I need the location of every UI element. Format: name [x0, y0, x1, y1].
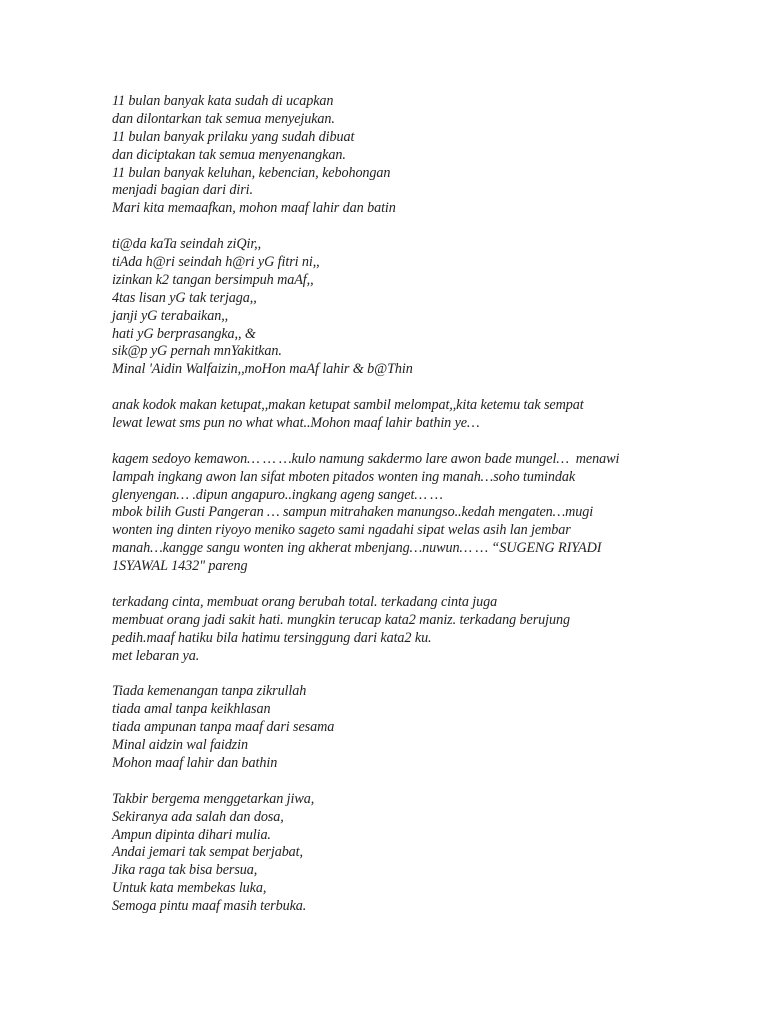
text-line: lampah ingkang awon lan sifat mboten pitados wonten ing manah…soho tumindak	[112, 468, 576, 485]
text-line: Minal 'Aidin Walfaizin,,moHon maAf lahir & b@Thin	[112, 361, 413, 378]
blank-line	[112, 666, 672, 684]
text-line: Andai jemari tak sempat berjabat,	[112, 844, 303, 861]
text-line: pedih.maaf hatiku bila hatimu tersinggung dari kata2 ku.	[112, 629, 432, 646]
text-line: 11 bulan banyak kata sudah di ucapkan	[112, 93, 334, 109]
blank-line	[112, 218, 672, 236]
text-line: terkadang cinta, membuat orang berubah total. terkadang cinta juga	[112, 593, 498, 610]
text-line: Tiada kemenangan tanpa zikrullah	[112, 683, 307, 700]
blank-line	[112, 379, 672, 397]
text-line: Sekiranya ada salah dan dosa,	[112, 808, 284, 825]
document-body	[112, 93, 672, 916]
text-line: tiada amal tanpa keikhlasan	[112, 701, 271, 718]
text-line: dan dilontarkan tak semua menyejukan.	[112, 110, 335, 127]
text-line: 11 bulan banyak keluhan, kebencian, kebohongan	[112, 164, 391, 181]
text-line: menjadi bagian dari diri.	[112, 182, 253, 199]
text-line: Minal aidzin wal faidzin	[112, 737, 248, 754]
text-line: mbok bilih Gusti Pangeran … sampun mitrahaken manungso..kedah mengaten…mugi	[112, 504, 594, 521]
blank-line	[112, 576, 672, 594]
text-line: glenyengan… .dipun angapuro..ingkang ageng sanget… …	[112, 486, 443, 503]
text-line: tiada ampunan tanpa maaf dari sesama	[112, 719, 335, 736]
text-line: janji yG terabaikan,,	[112, 307, 229, 324]
text-line: tiAda h@ri seindah h@ri yG fitri ni,,	[112, 254, 320, 271]
text-line: lewat lewat sms pun no what what..Mohon maaf lahir bathin ye…	[112, 415, 480, 432]
text-line: dan diciptakan tak semua menyenangkan.	[112, 146, 346, 163]
text-line: kagem sedoyo kemawon… … …kulo namung sakdermo lare awon bade mungel… menawi	[112, 450, 620, 467]
text-line: anak kodok makan ketupat,,makan ketupat sambil melompat,,kita ketemu tak sempat	[112, 397, 584, 414]
text-line: Takbir bergema menggetarkan jiwa,	[112, 790, 315, 807]
blank-line	[112, 773, 672, 791]
text-line: Untuk kata membekas luka,	[112, 880, 267, 897]
text-line: izinkan k2 tangan bersimpuh maAf,,	[112, 271, 314, 288]
text-line: Mari kita memaafkan, mohon maaf lahir dan batin	[112, 200, 396, 217]
text-line: Mohon maaf lahir dan bathin	[112, 754, 278, 771]
text-line: ti@da kaTa seindah ziQir,,	[112, 236, 262, 253]
text-line: Semoga pintu maaf masih terbuka.	[112, 898, 307, 915]
text-line: sik@p yG pernah mnYakitkan.	[112, 343, 282, 360]
text-line: 1SYAWAL 1432" pareng	[112, 558, 248, 575]
text-line: 11 bulan banyak prilaku yang sudah dibuat	[112, 128, 355, 145]
text-line: Ampun dipinta dihari mulia.	[112, 826, 271, 843]
text-line: 4tas lisan yG tak terjaga,,	[112, 289, 257, 306]
text-line: wonten ing dinten riyoyo meniko sageto sami ngadahi sipat welas asih lan jembar	[112, 522, 571, 539]
text-line: met lebaran ya.	[112, 647, 200, 664]
text-line: manah…kangge sangu wonten ing akherat mbenjang…nuwun… … “SUGENG RIYADI	[112, 540, 602, 557]
blank-line	[112, 433, 672, 451]
text-line: hati yG berprasangka,, &	[112, 325, 256, 342]
text-line: membuat orang jadi sakit hati. mungkin terucap kata2 maniz. terkadang berujung	[112, 611, 570, 628]
text-line: Jika raga tak bisa bersua,	[112, 862, 258, 879]
